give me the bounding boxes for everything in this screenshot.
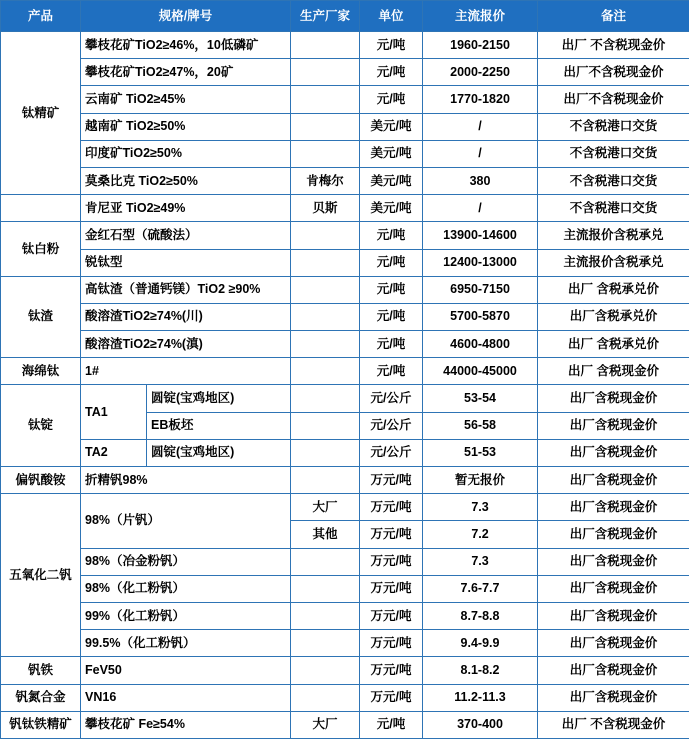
unit-cell: 元/公斤 [360, 439, 423, 466]
spec-cell: 云南矿 TiO2≥45% [81, 86, 291, 113]
manufacturer-cell [291, 276, 360, 303]
price-cell: 8.1-8.2 [423, 657, 538, 684]
spec-cell: TA2 [81, 439, 147, 466]
note-cell: 不含税港口交货 [538, 113, 689, 140]
spec-cell: 高钛渣（普通钙镁）TiO2 ≥90% [81, 276, 291, 303]
category-cell-titanium-dioxide: 钛白粉 [1, 222, 81, 276]
table-row [1, 439, 689, 466]
table-row [1, 494, 689, 521]
unit-cell: 元/吨 [360, 711, 423, 738]
manufacturer-cell [291, 303, 360, 330]
table-row [1, 575, 689, 602]
note-cell: 出厂含税现金价 [538, 412, 689, 439]
price-cell: 56-58 [423, 412, 538, 439]
table-row [1, 385, 689, 412]
unit-cell: 万元/吨 [360, 548, 423, 575]
price-cell: 4600-4800 [423, 331, 538, 358]
unit-cell: 元/吨 [360, 32, 423, 59]
category-cell-empty [1, 195, 81, 222]
table-row [1, 140, 689, 167]
unit-cell: 万元/吨 [360, 494, 423, 521]
table-row [1, 59, 689, 86]
note-cell: 出厂含税现金价 [538, 439, 689, 466]
table-row [1, 222, 689, 249]
unit-cell: 美元/吨 [360, 140, 423, 167]
manufacturer-cell: 肯梅尔 [291, 167, 360, 194]
unit-cell: 元/公斤 [360, 385, 423, 412]
note-cell: 出厂含税现金价 [538, 467, 689, 494]
note-cell: 不含税港口交货 [538, 195, 689, 222]
table-row [1, 195, 689, 222]
note-cell: 出厂含税现金价 [538, 521, 689, 548]
price-cell: 11.2-11.3 [423, 684, 538, 711]
column-header-manufacturer: 生产厂家 [291, 1, 360, 32]
unit-cell: 美元/吨 [360, 195, 423, 222]
table-row [1, 467, 689, 494]
spec-cell: 98%（化工粉钒） [81, 575, 291, 602]
unit-cell: 元/吨 [360, 276, 423, 303]
table-row [1, 331, 689, 358]
price-cell: 12400-13000 [423, 249, 538, 276]
spec-cell: 攀枝花矿TiO2≥46%，10低磷矿 [81, 32, 291, 59]
spec-detail-cell: EB板坯 [147, 412, 291, 439]
unit-cell: 美元/吨 [360, 113, 423, 140]
column-header-spec: 规格/牌号 [81, 1, 291, 32]
spec-cell: FeV50 [81, 657, 291, 684]
unit-cell: 万元/吨 [360, 521, 423, 548]
spec-cell: 印度矿TiO2≥50% [81, 140, 291, 167]
manufacturer-cell: 大厂 [291, 711, 360, 738]
note-cell: 不含税港口交货 [538, 167, 689, 194]
note-cell: 主流报价含税承兑 [538, 222, 689, 249]
unit-cell: 元/吨 [360, 249, 423, 276]
spec-cell: 98%（冶金粉钒） [81, 548, 291, 575]
spec-cell: 酸溶渣TiO2≥74%(滇) [81, 331, 291, 358]
price-cell: 2000-2250 [423, 59, 538, 86]
spec-cell: 99%（化工粉钒） [81, 602, 291, 629]
price-cell: 9.4-9.9 [423, 630, 538, 657]
manufacturer-cell [291, 32, 360, 59]
unit-cell: 元/吨 [360, 222, 423, 249]
price-cell: 6950-7150 [423, 276, 538, 303]
table-row [1, 630, 689, 657]
column-header-price: 主流报价 [423, 1, 538, 32]
spec-cell: 越南矿 TiO2≥50% [81, 113, 291, 140]
table-row [1, 32, 689, 59]
price-cell: 5700-5870 [423, 303, 538, 330]
note-cell: 出厂含税现金价 [538, 494, 689, 521]
note-cell: 出厂 含税现金价 [538, 358, 689, 385]
price-cell: / [423, 195, 538, 222]
spec-detail-cell: 圆锭(宝鸡地区) [147, 439, 291, 466]
spec-cell: 锐钛型 [81, 249, 291, 276]
unit-cell: 元/吨 [360, 86, 423, 113]
category-cell-ferrovanadium: 钒铁 [1, 657, 81, 684]
column-header-note: 备注 [538, 1, 689, 32]
category-cell-ammonium-metavanadate: 偏钒酸铵 [1, 467, 81, 494]
note-cell: 出厂 含税承兑价 [538, 331, 689, 358]
price-cell: 7.6-7.7 [423, 575, 538, 602]
note-cell: 出厂 不含税现金价 [538, 32, 689, 59]
price-cell: 380 [423, 167, 538, 194]
price-cell: 13900-14600 [423, 222, 538, 249]
note-cell: 出厂不含税现金价 [538, 86, 689, 113]
unit-cell: 万元/吨 [360, 575, 423, 602]
manufacturer-cell [291, 358, 360, 385]
manufacturer-cell [291, 575, 360, 602]
header-row [1, 1, 689, 32]
spec-cell: 金红石型（硫酸法） [81, 222, 291, 249]
unit-cell: 万元/吨 [360, 684, 423, 711]
manufacturer-cell [291, 630, 360, 657]
table-row [1, 113, 689, 140]
table-row [1, 548, 689, 575]
unit-cell: 美元/吨 [360, 167, 423, 194]
manufacturer-cell [291, 86, 360, 113]
price-cell: 1960-2150 [423, 32, 538, 59]
category-cell-titanium-ingot: 钛锭 [1, 385, 81, 467]
table-row [1, 657, 689, 684]
manufacturer-cell [291, 385, 360, 412]
table-row [1, 711, 689, 738]
note-cell: 出厂含税现金价 [538, 630, 689, 657]
note-cell: 出厂含税现金价 [538, 548, 689, 575]
manufacturer-cell [291, 140, 360, 167]
unit-cell: 元/吨 [360, 358, 423, 385]
category-cell-vanadium-pentoxide: 五氧化二钒 [1, 494, 81, 657]
spec-detail-cell: 圆锭(宝鸡地区) [147, 385, 291, 412]
table-row [1, 249, 689, 276]
price-cell: 1770-1820 [423, 86, 538, 113]
table-row [1, 358, 689, 385]
manufacturer-cell: 大厂 [291, 494, 360, 521]
manufacturer-cell [291, 113, 360, 140]
category-cell-titanium-slag: 钛渣 [1, 276, 81, 358]
table-row [1, 167, 689, 194]
table-row [1, 276, 689, 303]
spec-cell: TA1 [81, 385, 147, 439]
table-row [1, 602, 689, 629]
column-header-product: 产品 [1, 1, 81, 32]
price-cell: 44000-45000 [423, 358, 538, 385]
table-row [1, 684, 689, 711]
unit-cell: 元/公斤 [360, 412, 423, 439]
manufacturer-cell [291, 59, 360, 86]
price-cell: 7.3 [423, 548, 538, 575]
note-cell: 出厂含税承兑价 [538, 303, 689, 330]
category-cell-titanium-concentrate: 钛精矿 [1, 32, 81, 195]
price-cell: 8.7-8.8 [423, 602, 538, 629]
unit-cell: 万元/吨 [360, 630, 423, 657]
price-cell: 51-53 [423, 439, 538, 466]
unit-cell: 元/吨 [360, 59, 423, 86]
note-cell: 不含税港口交货 [538, 140, 689, 167]
price-cell: 暂无报价 [423, 467, 538, 494]
unit-cell: 万元/吨 [360, 467, 423, 494]
spec-cell: 莫桑比克 TiO2≥50% [81, 167, 291, 194]
spec-cell: 1# [81, 358, 291, 385]
spec-cell: 98%（片钒） [81, 494, 291, 548]
price-cell: 53-54 [423, 385, 538, 412]
spec-cell: 攀枝花矿 Fe≥54% [81, 711, 291, 738]
table-row [1, 86, 689, 113]
manufacturer-cell [291, 657, 360, 684]
price-cell: 7.2 [423, 521, 538, 548]
note-cell: 出厂含税现金价 [538, 602, 689, 629]
spec-cell: VN16 [81, 684, 291, 711]
manufacturer-cell: 其他 [291, 521, 360, 548]
manufacturer-cell [291, 331, 360, 358]
price-cell: / [423, 140, 538, 167]
column-header-unit: 单位 [360, 1, 423, 32]
manufacturer-cell [291, 222, 360, 249]
manufacturer-cell [291, 548, 360, 575]
note-cell: 出厂含税现金价 [538, 684, 689, 711]
unit-cell: 万元/吨 [360, 657, 423, 684]
unit-cell: 元/吨 [360, 331, 423, 358]
note-cell: 出厂不含税现金价 [538, 59, 689, 86]
table-header [1, 1, 689, 32]
category-cell-vanadium-titanium-iron-concentrate: 钒钛铁精矿 [1, 711, 81, 738]
spec-cell: 折精钒98% [81, 467, 291, 494]
note-cell: 出厂 不含税现金价 [538, 711, 689, 738]
manufacturer-cell [291, 684, 360, 711]
category-cell-vanadium-nitrogen-alloy: 钒氮合金 [1, 684, 81, 711]
spec-cell: 肯尼亚 TiO2≥49% [81, 195, 291, 222]
table-body [1, 32, 689, 739]
table-row [1, 303, 689, 330]
spec-cell: 酸溶渣TiO2≥74%(川) [81, 303, 291, 330]
price-cell: 370-400 [423, 711, 538, 738]
note-cell: 出厂含税现金价 [538, 575, 689, 602]
manufacturer-cell [291, 602, 360, 629]
manufacturer-cell [291, 249, 360, 276]
spec-cell: 攀枝花矿TiO2≥47%，20矿 [81, 59, 291, 86]
manufacturer-cell [291, 412, 360, 439]
price-cell: / [423, 113, 538, 140]
manufacturer-cell: 贝斯 [291, 195, 360, 222]
manufacturer-cell [291, 467, 360, 494]
note-cell: 主流报价含税承兑 [538, 249, 689, 276]
note-cell: 出厂含税现金价 [538, 657, 689, 684]
unit-cell: 元/吨 [360, 303, 423, 330]
unit-cell: 万元/吨 [360, 602, 423, 629]
spec-cell: 99.5%（化工粉钒） [81, 630, 291, 657]
manufacturer-cell [291, 439, 360, 466]
category-cell-titanium-sponge: 海绵钛 [1, 358, 81, 385]
price-cell: 7.3 [423, 494, 538, 521]
note-cell: 出厂含税现金价 [538, 385, 689, 412]
note-cell: 出厂 含税承兑价 [538, 276, 689, 303]
